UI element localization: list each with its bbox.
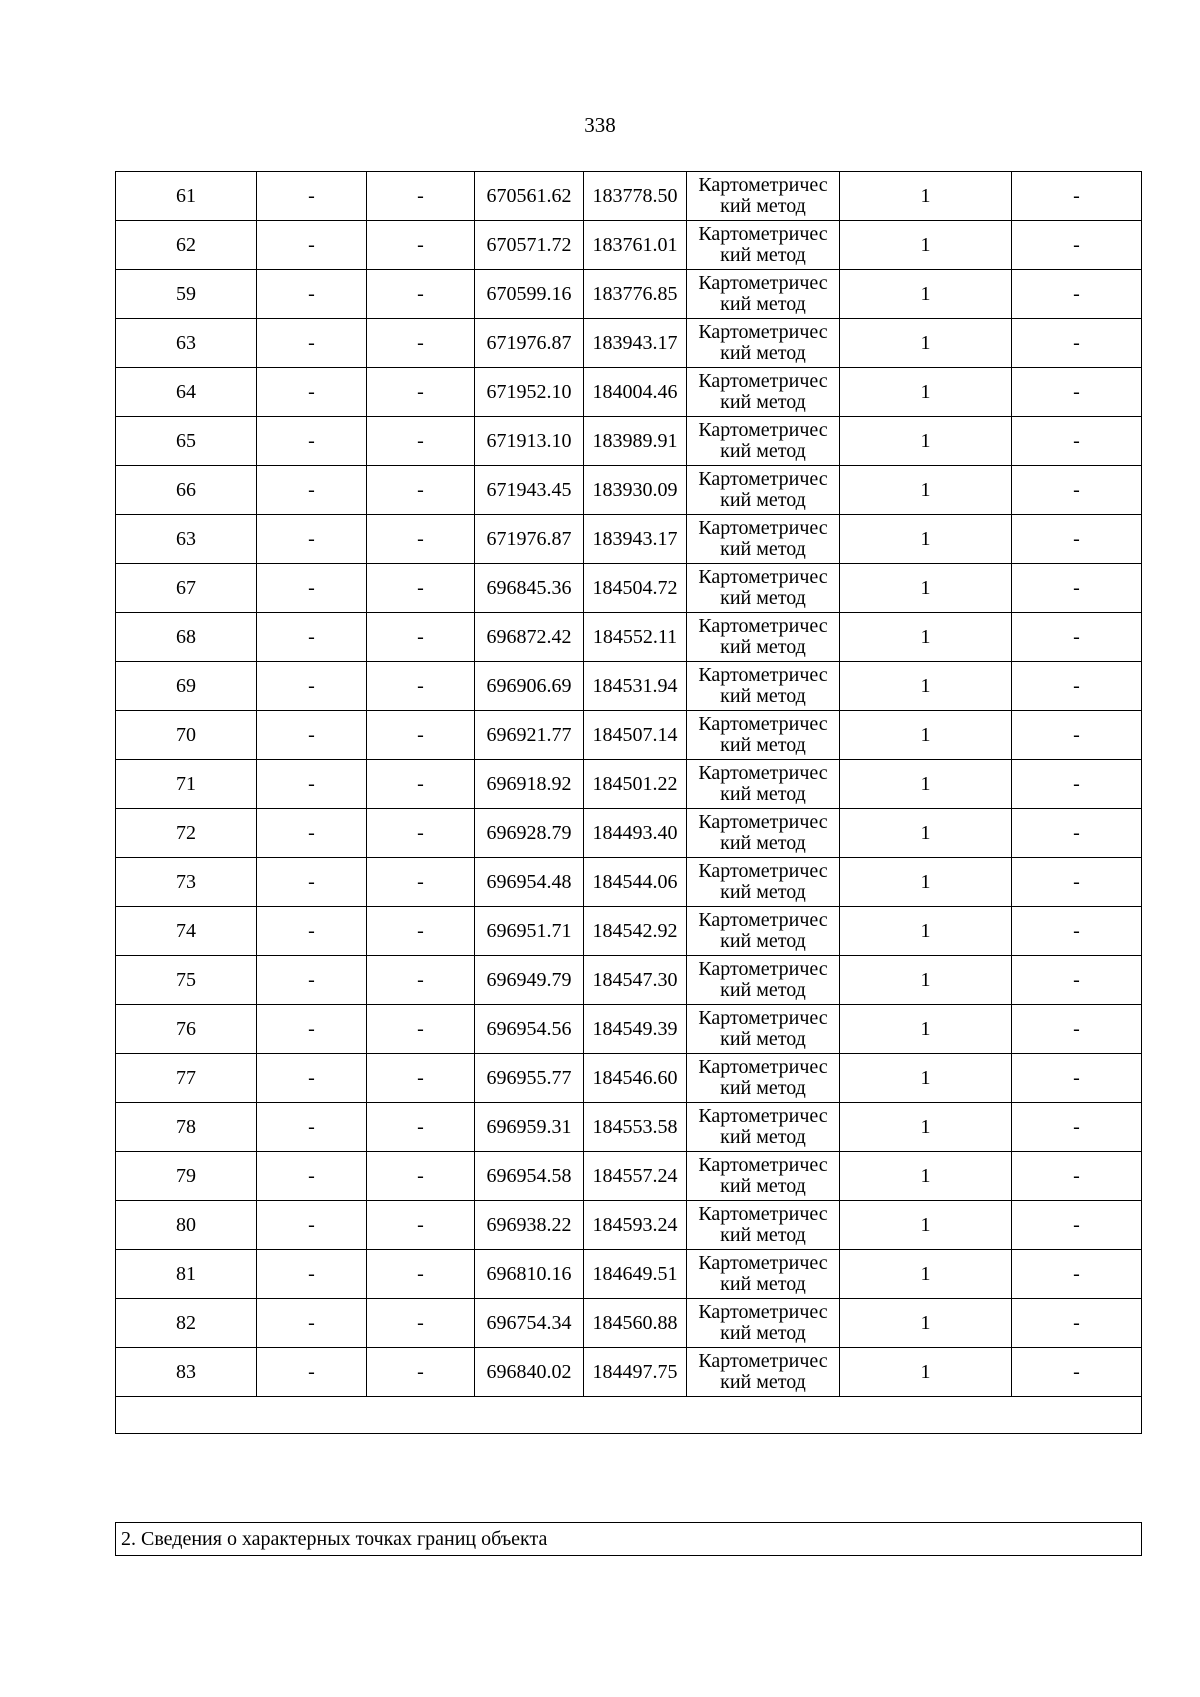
table-row	[116, 221, 1142, 270]
dash-cell: -	[1012, 956, 1142, 1005]
y-coordinate-cell: 184546.60	[584, 1054, 687, 1103]
x-coordinate-cell: 670571.72	[475, 221, 584, 270]
x-coordinate-cell: 696954.58	[475, 1152, 584, 1201]
method-label-line2: кий метод	[720, 342, 806, 364]
point-number-cell: 68	[116, 613, 257, 662]
method-label-line2: кий метод	[720, 587, 806, 609]
accuracy-cell: 1	[840, 270, 1012, 319]
y-coordinate-cell: 184531.94	[584, 662, 687, 711]
accuracy-cell: 1	[840, 319, 1012, 368]
x-coordinate-cell: 696938.22	[475, 1201, 584, 1250]
dash-cell: -	[1012, 417, 1142, 466]
accuracy-cell: 1	[840, 1005, 1012, 1054]
dash-cell: -	[257, 368, 367, 417]
dash-cell: -	[257, 319, 367, 368]
point-number-cell: 82	[116, 1299, 257, 1348]
method-cell	[687, 858, 840, 907]
dash-cell: -	[1012, 858, 1142, 907]
accuracy-cell: 1	[840, 1103, 1012, 1152]
x-coordinate-cell: 671943.45	[475, 466, 584, 515]
method-label-line2: кий метод	[720, 538, 806, 560]
dash-cell: -	[1012, 221, 1142, 270]
method-cell	[687, 319, 840, 368]
accuracy-cell: 1	[840, 1152, 1012, 1201]
y-coordinate-cell: 184593.24	[584, 1201, 687, 1250]
dash-cell: -	[367, 760, 475, 809]
method-label-line2: кий метод	[720, 881, 806, 903]
method-cell	[687, 1250, 840, 1299]
dash-cell: -	[1012, 1005, 1142, 1054]
dash-cell: -	[1012, 466, 1142, 515]
accuracy-cell: 1	[840, 760, 1012, 809]
accuracy-cell: 1	[840, 858, 1012, 907]
dash-cell: -	[257, 1103, 367, 1152]
method-cell	[687, 613, 840, 662]
accuracy-cell: 1	[840, 662, 1012, 711]
dash-cell: -	[257, 1201, 367, 1250]
dash-cell: -	[1012, 711, 1142, 760]
x-coordinate-cell: 696845.36	[475, 564, 584, 613]
method-label-line1: Картометричес	[698, 1350, 828, 1372]
accuracy-cell: 1	[840, 1299, 1012, 1348]
method-label-line1: Картометричес	[698, 1252, 828, 1274]
method-label-line2: кий метод	[720, 391, 806, 413]
method-label-line1: Картометричес	[698, 517, 828, 539]
accuracy-cell: 1	[840, 1054, 1012, 1103]
accuracy-cell: 1	[840, 956, 1012, 1005]
empty-row	[116, 1397, 1142, 1434]
y-coordinate-cell: 184497.75	[584, 1348, 687, 1397]
dash-cell: -	[257, 1152, 367, 1201]
point-number-cell: 63	[116, 319, 257, 368]
method-cell	[687, 466, 840, 515]
method-label-line2: кий метод	[720, 1224, 806, 1246]
y-coordinate-cell: 183943.17	[584, 319, 687, 368]
table-row	[116, 613, 1142, 662]
y-coordinate-cell: 184649.51	[584, 1250, 687, 1299]
method-label-line1: Картометричес	[698, 468, 828, 490]
method-cell	[687, 1152, 840, 1201]
method-cell	[687, 809, 840, 858]
method-cell	[687, 1348, 840, 1397]
dash-cell: -	[257, 466, 367, 515]
method-cell	[687, 662, 840, 711]
table-row	[116, 270, 1142, 319]
method-label-line1: Картометричес	[698, 370, 828, 392]
method-label-line2: кий метод	[720, 293, 806, 315]
method-label-line1: Картометричес	[698, 1301, 828, 1323]
x-coordinate-cell: 670599.16	[475, 270, 584, 319]
method-label-line1: Картометричес	[698, 419, 828, 441]
accuracy-cell: 1	[840, 1250, 1012, 1299]
table-row	[116, 711, 1142, 760]
accuracy-cell: 1	[840, 221, 1012, 270]
x-coordinate-cell: 671976.87	[475, 515, 584, 564]
point-number-cell: 62	[116, 221, 257, 270]
x-coordinate-cell: 671913.10	[475, 417, 584, 466]
method-cell	[687, 368, 840, 417]
dash-cell: -	[367, 1103, 475, 1152]
method-cell	[687, 564, 840, 613]
y-coordinate-cell: 183776.85	[584, 270, 687, 319]
dash-cell: -	[367, 319, 475, 368]
dash-cell: -	[367, 711, 475, 760]
table-row	[116, 809, 1142, 858]
point-number-cell: 63	[116, 515, 257, 564]
point-number-cell: 70	[116, 711, 257, 760]
dash-cell: -	[257, 1054, 367, 1103]
dash-cell: -	[257, 760, 367, 809]
method-label-line2: кий метод	[720, 783, 806, 805]
x-coordinate-cell: 696921.77	[475, 711, 584, 760]
point-number-cell: 66	[116, 466, 257, 515]
dash-cell: -	[1012, 662, 1142, 711]
point-number-cell: 73	[116, 858, 257, 907]
x-coordinate-cell: 696928.79	[475, 809, 584, 858]
accuracy-cell: 1	[840, 564, 1012, 613]
point-number-cell: 69	[116, 662, 257, 711]
dash-cell: -	[367, 613, 475, 662]
accuracy-cell: 1	[840, 515, 1012, 564]
y-coordinate-cell: 184507.14	[584, 711, 687, 760]
x-coordinate-cell: 671976.87	[475, 319, 584, 368]
method-label-line1: Картометричес	[698, 909, 828, 931]
point-number-cell: 81	[116, 1250, 257, 1299]
method-label-line1: Картометричес	[698, 272, 828, 294]
method-label-line2: кий метод	[720, 832, 806, 854]
table-row	[116, 1103, 1142, 1152]
table-row	[116, 662, 1142, 711]
dash-cell: -	[1012, 515, 1142, 564]
table-row	[116, 1152, 1142, 1201]
method-label-line1: Картометричес	[698, 1203, 828, 1225]
method-cell	[687, 711, 840, 760]
dash-cell: -	[257, 1348, 367, 1397]
point-number-cell: 77	[116, 1054, 257, 1103]
dash-cell: -	[1012, 907, 1142, 956]
method-cell	[687, 1201, 840, 1250]
method-label-line1: Картометричес	[698, 566, 828, 588]
y-coordinate-cell: 184552.11	[584, 613, 687, 662]
dash-cell: -	[367, 221, 475, 270]
table-row	[116, 956, 1142, 1005]
method-label-line1: Картометричес	[698, 321, 828, 343]
method-label-line2: кий метод	[720, 195, 806, 217]
method-label-line2: кий метод	[720, 244, 806, 266]
method-label-line1: Картометричес	[698, 1154, 828, 1176]
dash-cell: -	[367, 417, 475, 466]
dash-cell: -	[367, 907, 475, 956]
point-number-cell: 78	[116, 1103, 257, 1152]
method-label-line1: Картометричес	[698, 762, 828, 784]
x-coordinate-cell: 696872.42	[475, 613, 584, 662]
method-label-line2: кий метод	[720, 1126, 806, 1148]
dash-cell: -	[367, 1201, 475, 1250]
method-cell	[687, 172, 840, 221]
dash-cell: -	[1012, 1103, 1142, 1152]
method-label-line2: кий метод	[720, 1273, 806, 1295]
method-cell	[687, 515, 840, 564]
table-row	[116, 172, 1142, 221]
dash-cell: -	[367, 368, 475, 417]
dash-cell: -	[257, 858, 367, 907]
accuracy-cell: 1	[840, 809, 1012, 858]
dash-cell: -	[367, 858, 475, 907]
accuracy-cell: 1	[840, 172, 1012, 221]
point-number-cell: 67	[116, 564, 257, 613]
method-cell	[687, 1005, 840, 1054]
dash-cell: -	[257, 1250, 367, 1299]
method-label-line1: Картометричес	[698, 223, 828, 245]
table-row	[116, 417, 1142, 466]
method-cell	[687, 221, 840, 270]
method-cell	[687, 1103, 840, 1152]
method-label-line2: кий метод	[720, 1322, 806, 1344]
method-label-line2: кий метод	[720, 1371, 806, 1393]
y-coordinate-cell: 184553.58	[584, 1103, 687, 1152]
x-coordinate-cell: 696951.71	[475, 907, 584, 956]
accuracy-cell: 1	[840, 368, 1012, 417]
method-label-line2: кий метод	[720, 979, 806, 1001]
dash-cell: -	[367, 956, 475, 1005]
method-cell	[687, 1299, 840, 1348]
point-number-cell: 65	[116, 417, 257, 466]
accuracy-cell: 1	[840, 466, 1012, 515]
method-label-line1: Картометричес	[698, 664, 828, 686]
dash-cell: -	[1012, 319, 1142, 368]
dash-cell: -	[367, 662, 475, 711]
point-number-cell: 71	[116, 760, 257, 809]
y-coordinate-cell: 184493.40	[584, 809, 687, 858]
dash-cell: -	[367, 1299, 475, 1348]
y-coordinate-cell: 183930.09	[584, 466, 687, 515]
dash-cell: -	[257, 417, 367, 466]
dash-cell: -	[367, 1054, 475, 1103]
y-coordinate-cell: 183989.91	[584, 417, 687, 466]
dash-cell: -	[367, 809, 475, 858]
dash-cell: -	[257, 515, 367, 564]
point-number-cell: 59	[116, 270, 257, 319]
method-label-line1: Картометричес	[698, 615, 828, 637]
x-coordinate-cell: 696918.92	[475, 760, 584, 809]
accuracy-cell: 1	[840, 711, 1012, 760]
table-row	[116, 1005, 1142, 1054]
accuracy-cell: 1	[840, 417, 1012, 466]
method-label-line2: кий метод	[720, 1175, 806, 1197]
table-row	[116, 368, 1142, 417]
dash-cell: -	[1012, 270, 1142, 319]
method-label-line1: Картометричес	[698, 958, 828, 980]
dash-cell: -	[257, 221, 367, 270]
dash-cell: -	[1012, 1152, 1142, 1201]
accuracy-cell: 1	[840, 613, 1012, 662]
y-coordinate-cell: 184560.88	[584, 1299, 687, 1348]
x-coordinate-cell: 696955.77	[475, 1054, 584, 1103]
dash-cell: -	[367, 564, 475, 613]
table-row	[116, 907, 1142, 956]
y-coordinate-cell: 184542.92	[584, 907, 687, 956]
dash-cell: -	[257, 270, 367, 319]
point-number-cell: 79	[116, 1152, 257, 1201]
point-number-cell: 76	[116, 1005, 257, 1054]
x-coordinate-cell: 696840.02	[475, 1348, 584, 1397]
y-coordinate-cell: 184504.72	[584, 564, 687, 613]
table-body	[116, 172, 1142, 1434]
x-coordinate-cell: 696954.56	[475, 1005, 584, 1054]
table-row	[116, 466, 1142, 515]
method-label-line1: Картометричес	[698, 174, 828, 196]
table-row	[116, 1201, 1142, 1250]
point-number-cell: 75	[116, 956, 257, 1005]
coordinates-table	[115, 171, 1142, 1434]
method-label-line2: кий метод	[720, 685, 806, 707]
method-label-line2: кий метод	[720, 734, 806, 756]
dash-cell: -	[257, 662, 367, 711]
dash-cell: -	[1012, 1201, 1142, 1250]
y-coordinate-cell: 184501.22	[584, 760, 687, 809]
table-row	[116, 1054, 1142, 1103]
page-number: 338	[584, 113, 616, 137]
y-coordinate-cell: 183778.50	[584, 172, 687, 221]
y-coordinate-cell: 184544.06	[584, 858, 687, 907]
x-coordinate-cell: 696959.31	[475, 1103, 584, 1152]
method-label-line1: Картометричес	[698, 811, 828, 833]
table-row	[116, 1299, 1142, 1348]
y-coordinate-cell: 183761.01	[584, 221, 687, 270]
dash-cell: -	[257, 809, 367, 858]
point-number-cell: 61	[116, 172, 257, 221]
table-row	[116, 319, 1142, 368]
x-coordinate-cell: 696754.34	[475, 1299, 584, 1348]
dash-cell: -	[367, 1152, 475, 1201]
y-coordinate-cell: 184557.24	[584, 1152, 687, 1201]
empty-cell	[116, 1397, 1142, 1434]
y-coordinate-cell: 184004.46	[584, 368, 687, 417]
point-number-cell: 80	[116, 1201, 257, 1250]
table-row	[116, 1348, 1142, 1397]
point-number-cell: 74	[116, 907, 257, 956]
dash-cell: -	[1012, 760, 1142, 809]
dash-cell: -	[367, 1005, 475, 1054]
dash-cell: -	[367, 1250, 475, 1299]
dash-cell: -	[257, 172, 367, 221]
point-number-cell: 72	[116, 809, 257, 858]
section-title: 2. Сведения о характерных точках границ объекта	[115, 1522, 1142, 1556]
method-label-line1: Картометричес	[698, 1056, 828, 1078]
dash-cell: -	[367, 270, 475, 319]
dash-cell: -	[257, 1005, 367, 1054]
dash-cell: -	[1012, 1054, 1142, 1103]
method-label-line1: Картометричес	[698, 1007, 828, 1029]
dash-cell: -	[257, 907, 367, 956]
method-cell	[687, 417, 840, 466]
method-cell	[687, 907, 840, 956]
table-row	[116, 760, 1142, 809]
dash-cell: -	[1012, 809, 1142, 858]
method-label-line2: кий метод	[720, 1077, 806, 1099]
accuracy-cell: 1	[840, 1201, 1012, 1250]
y-coordinate-cell: 183943.17	[584, 515, 687, 564]
dash-cell: -	[1012, 172, 1142, 221]
point-number-cell: 83	[116, 1348, 257, 1397]
method-label-line2: кий метод	[720, 440, 806, 462]
accuracy-cell: 1	[840, 907, 1012, 956]
method-cell	[687, 1054, 840, 1103]
dash-cell: -	[1012, 1348, 1142, 1397]
dash-cell: -	[1012, 613, 1142, 662]
dash-cell: -	[1012, 1299, 1142, 1348]
method-label-line2: кий метод	[720, 1028, 806, 1050]
x-coordinate-cell: 696954.48	[475, 858, 584, 907]
method-cell	[687, 760, 840, 809]
table-row	[116, 515, 1142, 564]
method-label-line2: кий метод	[720, 489, 806, 511]
dash-cell: -	[1012, 368, 1142, 417]
dash-cell: -	[257, 956, 367, 1005]
dash-cell: -	[367, 1348, 475, 1397]
method-label-line1: Картометричес	[698, 713, 828, 735]
x-coordinate-cell: 671952.10	[475, 368, 584, 417]
x-coordinate-cell: 670561.62	[475, 172, 584, 221]
point-number-cell: 64	[116, 368, 257, 417]
dash-cell: -	[257, 564, 367, 613]
method-label-line2: кий метод	[720, 636, 806, 658]
dash-cell: -	[1012, 1250, 1142, 1299]
table-row	[116, 564, 1142, 613]
dash-cell: -	[257, 1299, 367, 1348]
method-label-line1: Картометричес	[698, 1105, 828, 1127]
dash-cell: -	[367, 515, 475, 564]
accuracy-cell: 1	[840, 1348, 1012, 1397]
x-coordinate-cell: 696906.69	[475, 662, 584, 711]
dash-cell: -	[367, 172, 475, 221]
method-label-line1: Картометричес	[698, 860, 828, 882]
x-coordinate-cell: 696949.79	[475, 956, 584, 1005]
table-row	[116, 858, 1142, 907]
dash-cell: -	[257, 711, 367, 760]
method-label-line2: кий метод	[720, 930, 806, 952]
method-cell	[687, 270, 840, 319]
dash-cell: -	[1012, 564, 1142, 613]
table-row	[116, 1250, 1142, 1299]
x-coordinate-cell: 696810.16	[475, 1250, 584, 1299]
y-coordinate-cell: 184547.30	[584, 956, 687, 1005]
dash-cell: -	[367, 466, 475, 515]
dash-cell: -	[257, 613, 367, 662]
y-coordinate-cell: 184549.39	[584, 1005, 687, 1054]
method-cell	[687, 956, 840, 1005]
